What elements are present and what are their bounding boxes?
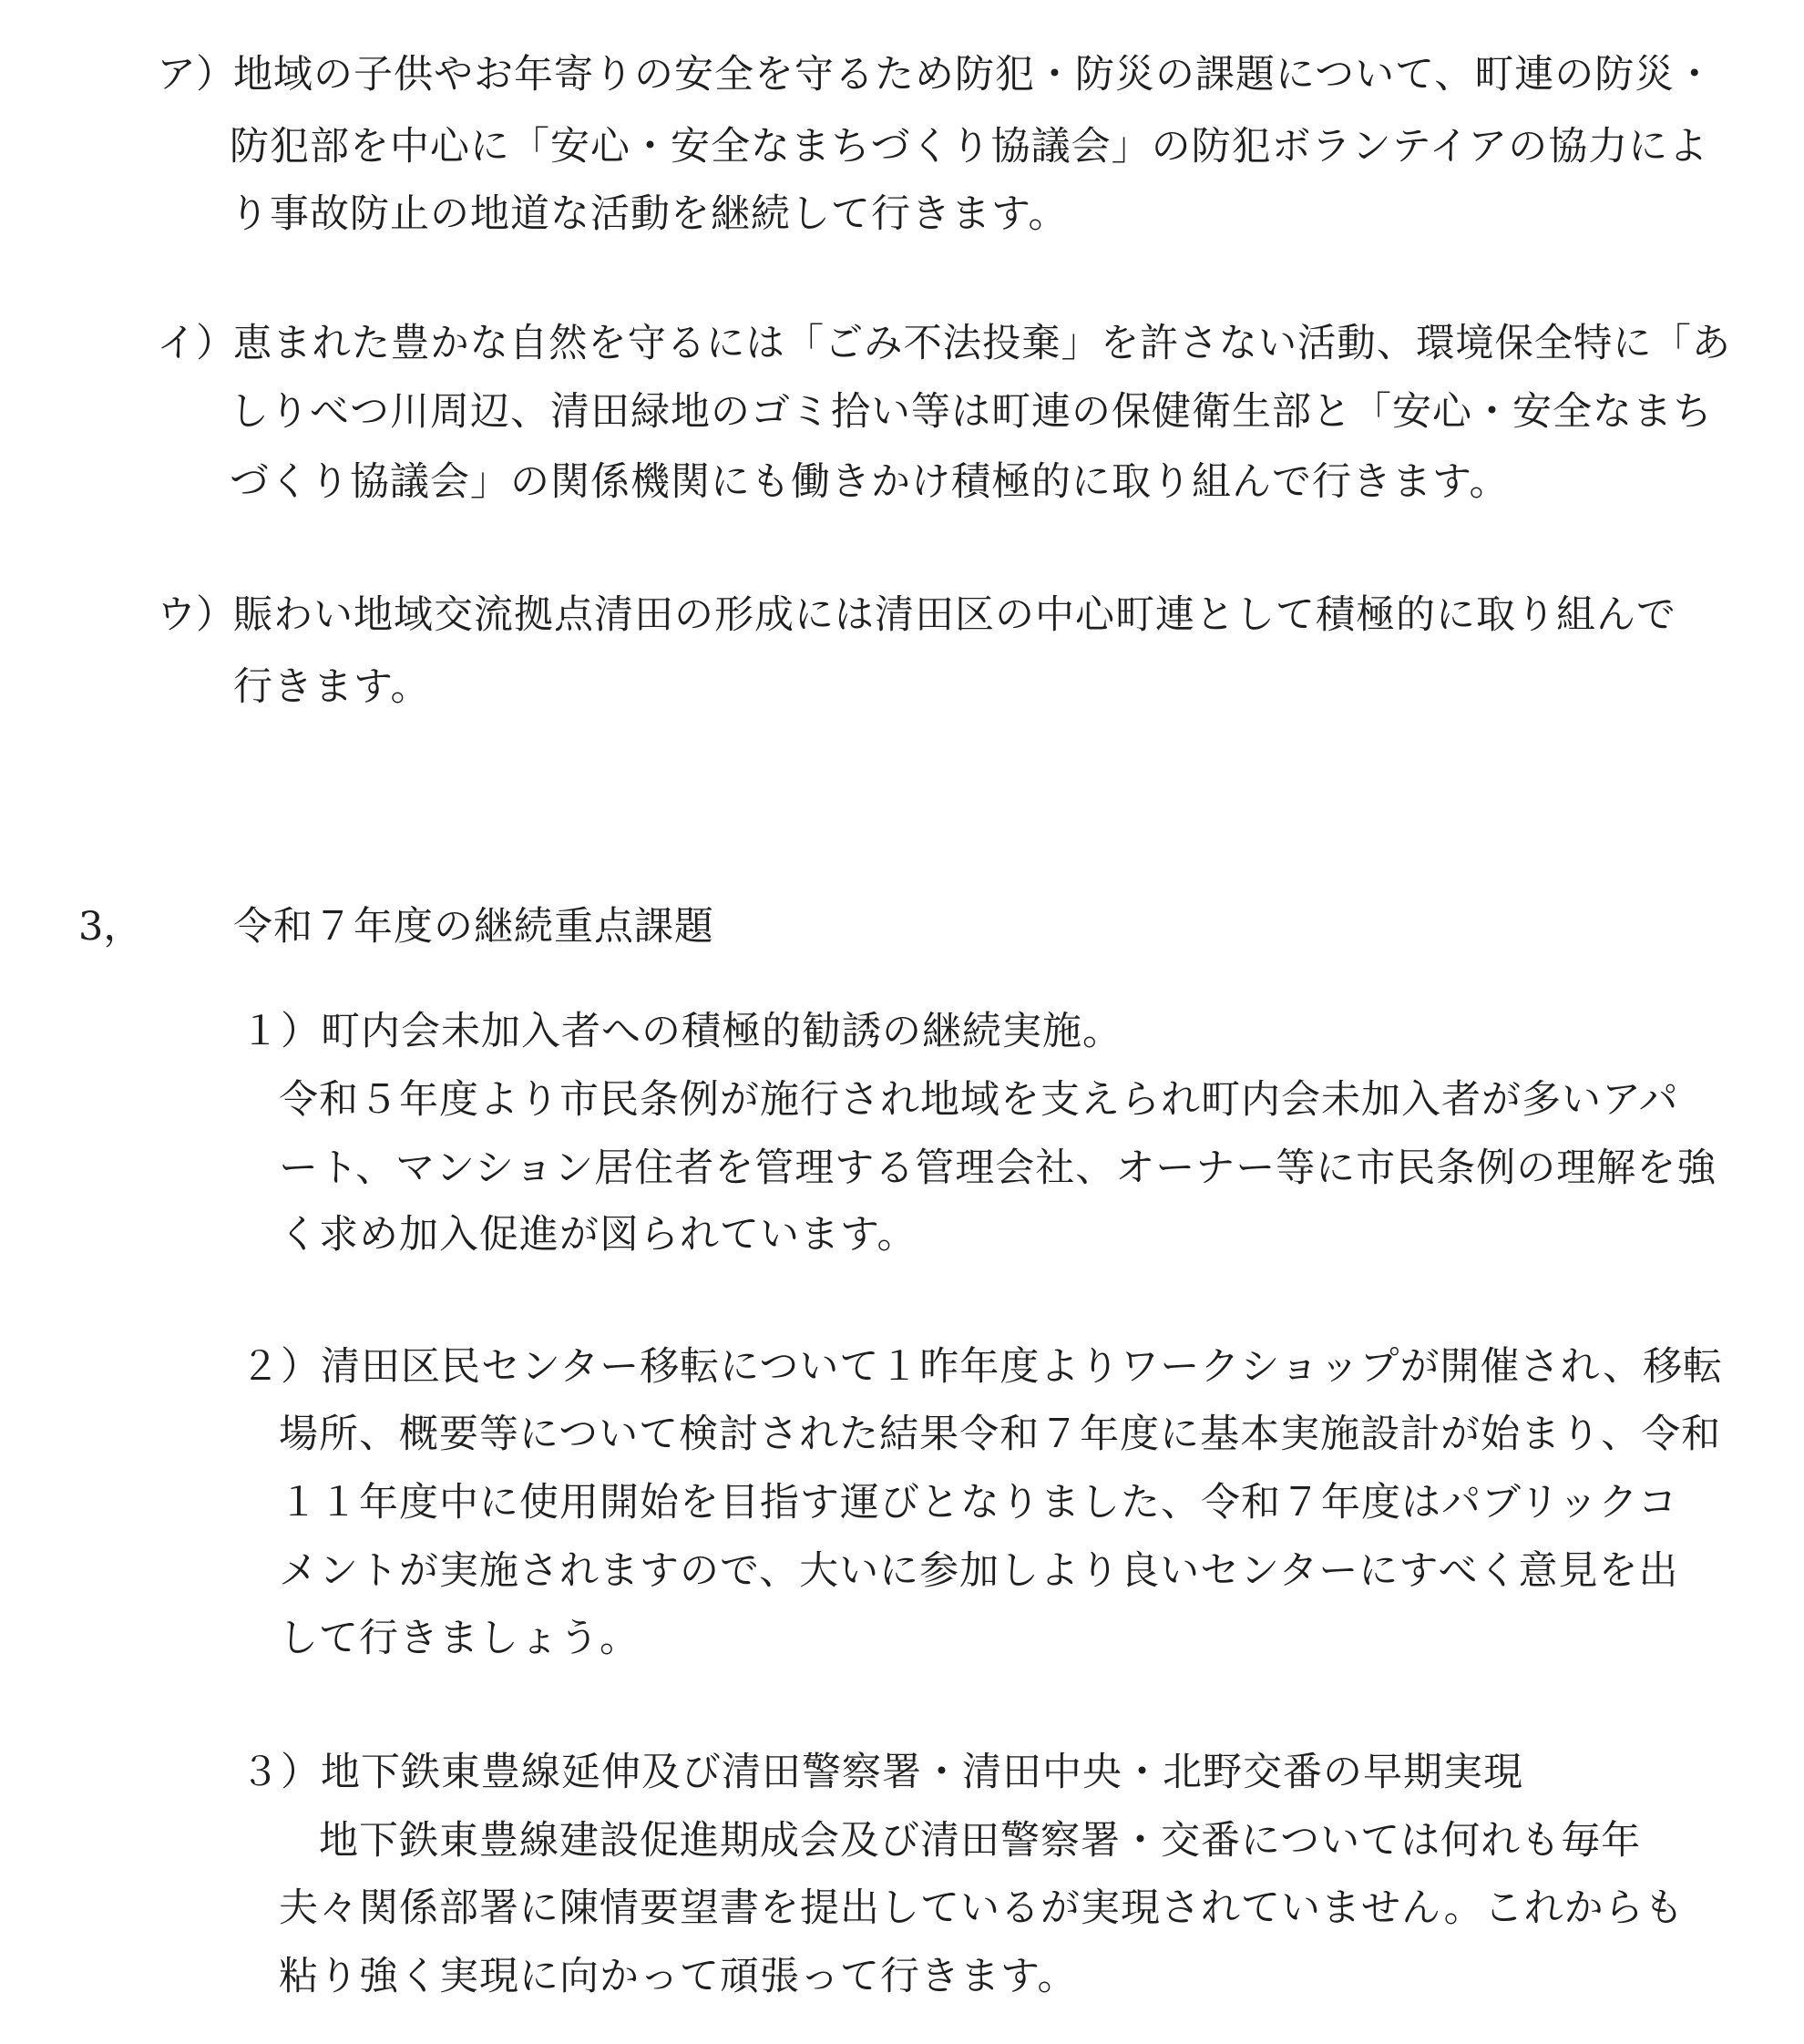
item-u-line-1: 賑わい地域交流拠点清田の形成には清田区の中心町連として積極的に取り組んで [233, 592, 1676, 638]
item-a-line-1: 地域の子供やお年寄りの安全を守るため防犯・防災の課題について、町連の防災・ [233, 52, 1716, 98]
item-a-line-3: り事故防止の地道な活動を継続して行きます。 [230, 191, 1069, 237]
sub-item-3-line-1: 地下鉄東豊線建設促進期成会及び清田警察署・交番については何れも毎年 [319, 1818, 1642, 1864]
sub-item-3-line-2: 夫々関係部署に陳情要望書を提出しているが実現されていません。これからも [279, 1885, 1685, 1931]
section-title: 令和７年度の継続重点課題 [233, 904, 714, 950]
sub-item-2-line-3: メントが実施されますので、大いに参加しより良いセンターにすべく意見を出 [279, 1548, 1679, 1594]
sub-item-2-heading: ２）清田区民センター移転について１昨年度よりワークショップが開催され、移転 [241, 1344, 1724, 1390]
sub-item-3-heading: ３）地下鉄東豊線延伸及び清田警察署・清田中央・北野交番の早期実現 [241, 1750, 1523, 1795]
sub-item-1-line-2: ート、マンション居住者を管理する管理会社、オーナー等に市民条例の理解を強 [279, 1145, 1717, 1191]
sub-item-2-line-2: １１年度中に使用開始を目指す運びとなりました、令和７年度はパブリックコ [279, 1480, 1678, 1525]
section-number: 3， [78, 904, 143, 950]
item-u-line-2: 行きます。 [233, 664, 431, 710]
item-a-label: ア） [157, 52, 235, 98]
sub-item-1-line-1: 令和５年度より市民条例が施行され地域を支えられ町内会未加入者が多いアパ [279, 1077, 1679, 1123]
sub-item-3-line-3: 粘り強く実現に向かって頑張って行きます。 [279, 1954, 1078, 1999]
sub-item-1-heading: １）町内会未加入者への積極的勧誘の継続実施。 [241, 1009, 1122, 1054]
sub-item-2-line-1: 場所、概要等について検討された結果令和７年度に基本実施設計が始まり、令和 [279, 1412, 1722, 1457]
item-i-label: イ） [157, 321, 235, 366]
sub-item-1-line-3: く求め加入促進が図られています。 [279, 1212, 917, 1258]
item-u-label: ウ） [157, 592, 235, 638]
item-i-line-1: 恵まれた豊かな自然を守るには「ごみ不法投棄」を許さない活動、環境保全特に「あ [233, 321, 1732, 366]
item-a-line-2: 防犯部を中心に「安心・安全なまちづくり協議会」の防犯ボランテイアの協力によ [230, 124, 1709, 169]
sub-item-2-line-4: して行きましょう。 [279, 1616, 640, 1661]
item-i-line-3: づくり協議会」の関係機関にも働きかけ積極的に取り組んで行きます。 [230, 459, 1510, 505]
item-i-line-2: しりべつ川周辺、清田緑地のゴミ拾い等は町連の保健衛生部と「安心・安全なまち [230, 389, 1713, 435]
